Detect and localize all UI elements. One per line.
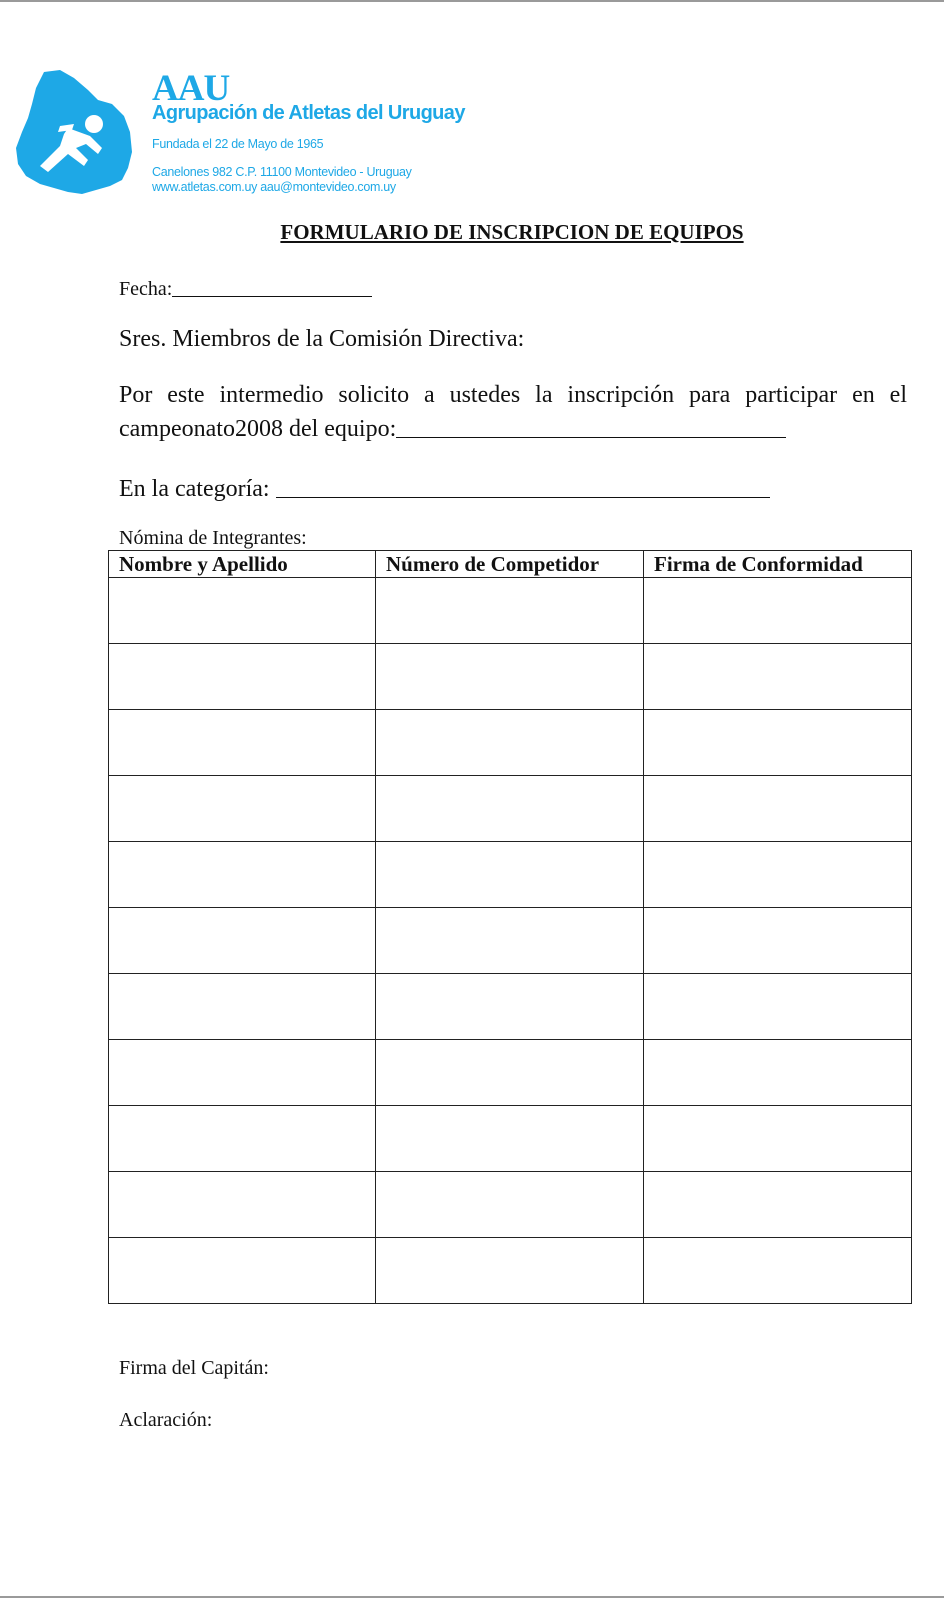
- name-cell[interactable]: [109, 1172, 376, 1238]
- competitor-number-cell[interactable]: [376, 1040, 644, 1106]
- org-founded: Fundada el 22 de Mayo de 1965: [152, 137, 324, 151]
- name-cell[interactable]: [109, 1040, 376, 1106]
- signature-cell[interactable]: [644, 578, 912, 644]
- table-row: [109, 842, 912, 908]
- competitor-number-cell[interactable]: [376, 776, 644, 842]
- org-acronym: AAU: [152, 68, 230, 109]
- competitor-number-cell[interactable]: [376, 1238, 644, 1304]
- signature-cell[interactable]: [644, 1172, 912, 1238]
- category-blank-line[interactable]: [276, 473, 770, 498]
- name-cell[interactable]: [109, 842, 376, 908]
- salutation: Sres. Miembros de la Comisión Directiva:: [119, 326, 525, 352]
- signature-cell[interactable]: [644, 842, 912, 908]
- name-cell[interactable]: [109, 578, 376, 644]
- signature-cell[interactable]: [644, 1238, 912, 1304]
- date-row: [119, 276, 372, 299]
- table-row: [109, 644, 912, 710]
- org-address: Canelones 982 C.P. 11100 Montevideo - Uruguay: [152, 165, 412, 179]
- captain-signature-label: Firma del Capitán:: [119, 1357, 269, 1379]
- competitor-number-cell[interactable]: [376, 842, 644, 908]
- request-line-2-row: [119, 413, 786, 441]
- competitor-number-cell[interactable]: [376, 908, 644, 974]
- table-row: [109, 908, 912, 974]
- competitor-number-cell[interactable]: [376, 710, 644, 776]
- competitor-number-cell[interactable]: [376, 1106, 644, 1172]
- table-row: [109, 776, 912, 842]
- table-row: [109, 1106, 912, 1172]
- signature-cell[interactable]: [644, 1040, 912, 1106]
- column-header-competitor-number: Número de Competidor: [376, 551, 644, 578]
- column-header-signature: Firma de Conformidad: [644, 551, 912, 578]
- request-line-1: Por este intermedio solicito a ustedes la inscripción para participar en el: [119, 382, 907, 408]
- form-title: FORMULARIO DE INSCRIPCION DE EQUIPOS: [280, 220, 744, 244]
- members-label: Nómina de Integrantes:: [119, 527, 307, 549]
- team-name-blank-line[interactable]: [396, 413, 786, 438]
- signature-cell[interactable]: [644, 908, 912, 974]
- signature-cell[interactable]: [644, 974, 912, 1040]
- org-name: Agrupación de Atletas del Uruguay: [152, 102, 465, 124]
- date-label: Fecha:: [119, 278, 173, 300]
- name-cell[interactable]: [109, 644, 376, 710]
- category-row: [119, 473, 770, 501]
- name-cell[interactable]: [109, 710, 376, 776]
- signature-cell[interactable]: [644, 644, 912, 710]
- name-cell[interactable]: [109, 1106, 376, 1172]
- members-table-body: [109, 578, 912, 1304]
- uruguay-runner-logo-icon: [14, 68, 136, 200]
- table-row: [109, 974, 912, 1040]
- org-contact: www.atletas.com.uy aau@montevideo.com.uy: [152, 180, 396, 194]
- name-cell[interactable]: [109, 974, 376, 1040]
- table-row: [109, 1238, 912, 1304]
- request-line-2: campeonato2008 del equipo:: [119, 416, 397, 442]
- table-row: [109, 1040, 912, 1106]
- category-label: En la categoría:: [119, 476, 270, 502]
- table-row: [109, 1172, 912, 1238]
- members-table-header-row: [109, 551, 912, 578]
- competitor-number-cell[interactable]: [376, 644, 644, 710]
- competitor-number-cell[interactable]: [376, 1172, 644, 1238]
- clarification-label: Aclaración:: [119, 1409, 213, 1431]
- column-header-name: Nombre y Apellido: [109, 551, 376, 578]
- members-table: [108, 550, 912, 1304]
- competitor-number-cell[interactable]: [376, 974, 644, 1040]
- date-blank-line[interactable]: [172, 276, 372, 297]
- signature-cell[interactable]: [644, 1106, 912, 1172]
- page-bottom-border: [0, 1596, 944, 1598]
- table-row: [109, 710, 912, 776]
- competitor-number-cell[interactable]: [376, 578, 644, 644]
- page-top-border: [0, 0, 944, 2]
- signature-cell[interactable]: [644, 776, 912, 842]
- table-row: [109, 578, 912, 644]
- name-cell[interactable]: [109, 776, 376, 842]
- signature-cell[interactable]: [644, 710, 912, 776]
- name-cell[interactable]: [109, 908, 376, 974]
- name-cell[interactable]: [109, 1238, 376, 1304]
